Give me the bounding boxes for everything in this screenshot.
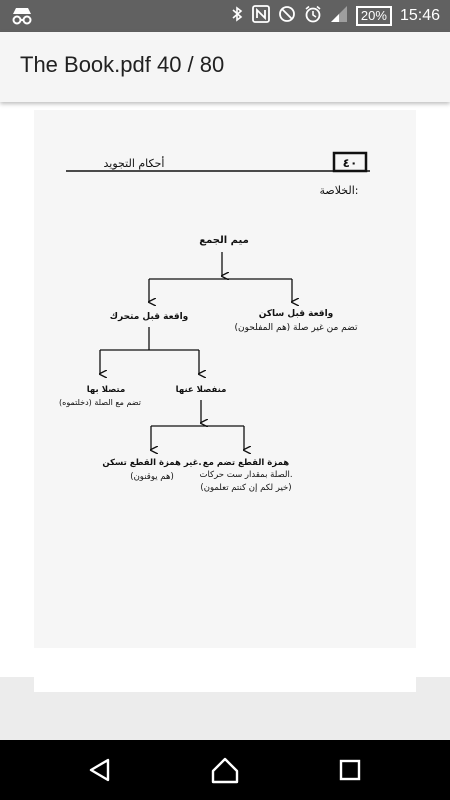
navigation-bar xyxy=(0,740,450,800)
summary-label: الخلاصة: xyxy=(319,184,359,197)
document-title: The Book.pdf 40 / 80 xyxy=(20,52,225,77)
node-right-desc: تضم من غير صلة (هم المفلحون) xyxy=(234,323,358,333)
node-connected-desc: تضم مع الصلة (دخلتموه) xyxy=(59,398,141,407)
recents-icon[interactable] xyxy=(334,754,366,786)
app-bar xyxy=(0,32,450,102)
page-number: ٤٠ xyxy=(342,156,358,170)
clock: 15:46 xyxy=(399,7,440,24)
node-nonhamza-example: (هم يوقنون) xyxy=(130,472,174,482)
node-root: ميم الجمع xyxy=(199,235,249,246)
next-pdf-page xyxy=(34,672,416,692)
alarm-icon xyxy=(304,5,322,27)
do-not-disturb-icon xyxy=(278,5,296,27)
node-connected-title: متصلا بها xyxy=(86,385,126,395)
battery-icon xyxy=(356,6,392,26)
pdf-viewer[interactable] xyxy=(0,102,450,740)
incognito-icon xyxy=(10,6,34,30)
node-nonhamza-title: غير همزة القطع تسكن. xyxy=(102,458,202,468)
back-icon[interactable] xyxy=(84,754,116,786)
home-icon[interactable] xyxy=(209,754,241,786)
node-right-title: واقعة قبل ساكن xyxy=(258,309,334,319)
pdf-page-content xyxy=(34,110,416,648)
node-separated: منفصلا عنها xyxy=(175,385,227,395)
nfc-icon xyxy=(252,5,270,27)
bluetooth-icon xyxy=(230,5,244,27)
node-hamza-line3: (خير لكم إن كنتم تعلمون) xyxy=(200,483,292,493)
node-left-branch: واقعة قبل متحرك xyxy=(109,312,189,322)
page-header: أحكام التجويد xyxy=(103,157,165,170)
signal-icon xyxy=(330,5,348,27)
status-bar xyxy=(0,0,450,32)
node-hamza-line2: الصلة بمقدار ست حركات. xyxy=(199,470,293,480)
node-hamza-title: همزة القطع تضم مع xyxy=(202,458,290,468)
battery-level: 20% xyxy=(360,8,387,23)
